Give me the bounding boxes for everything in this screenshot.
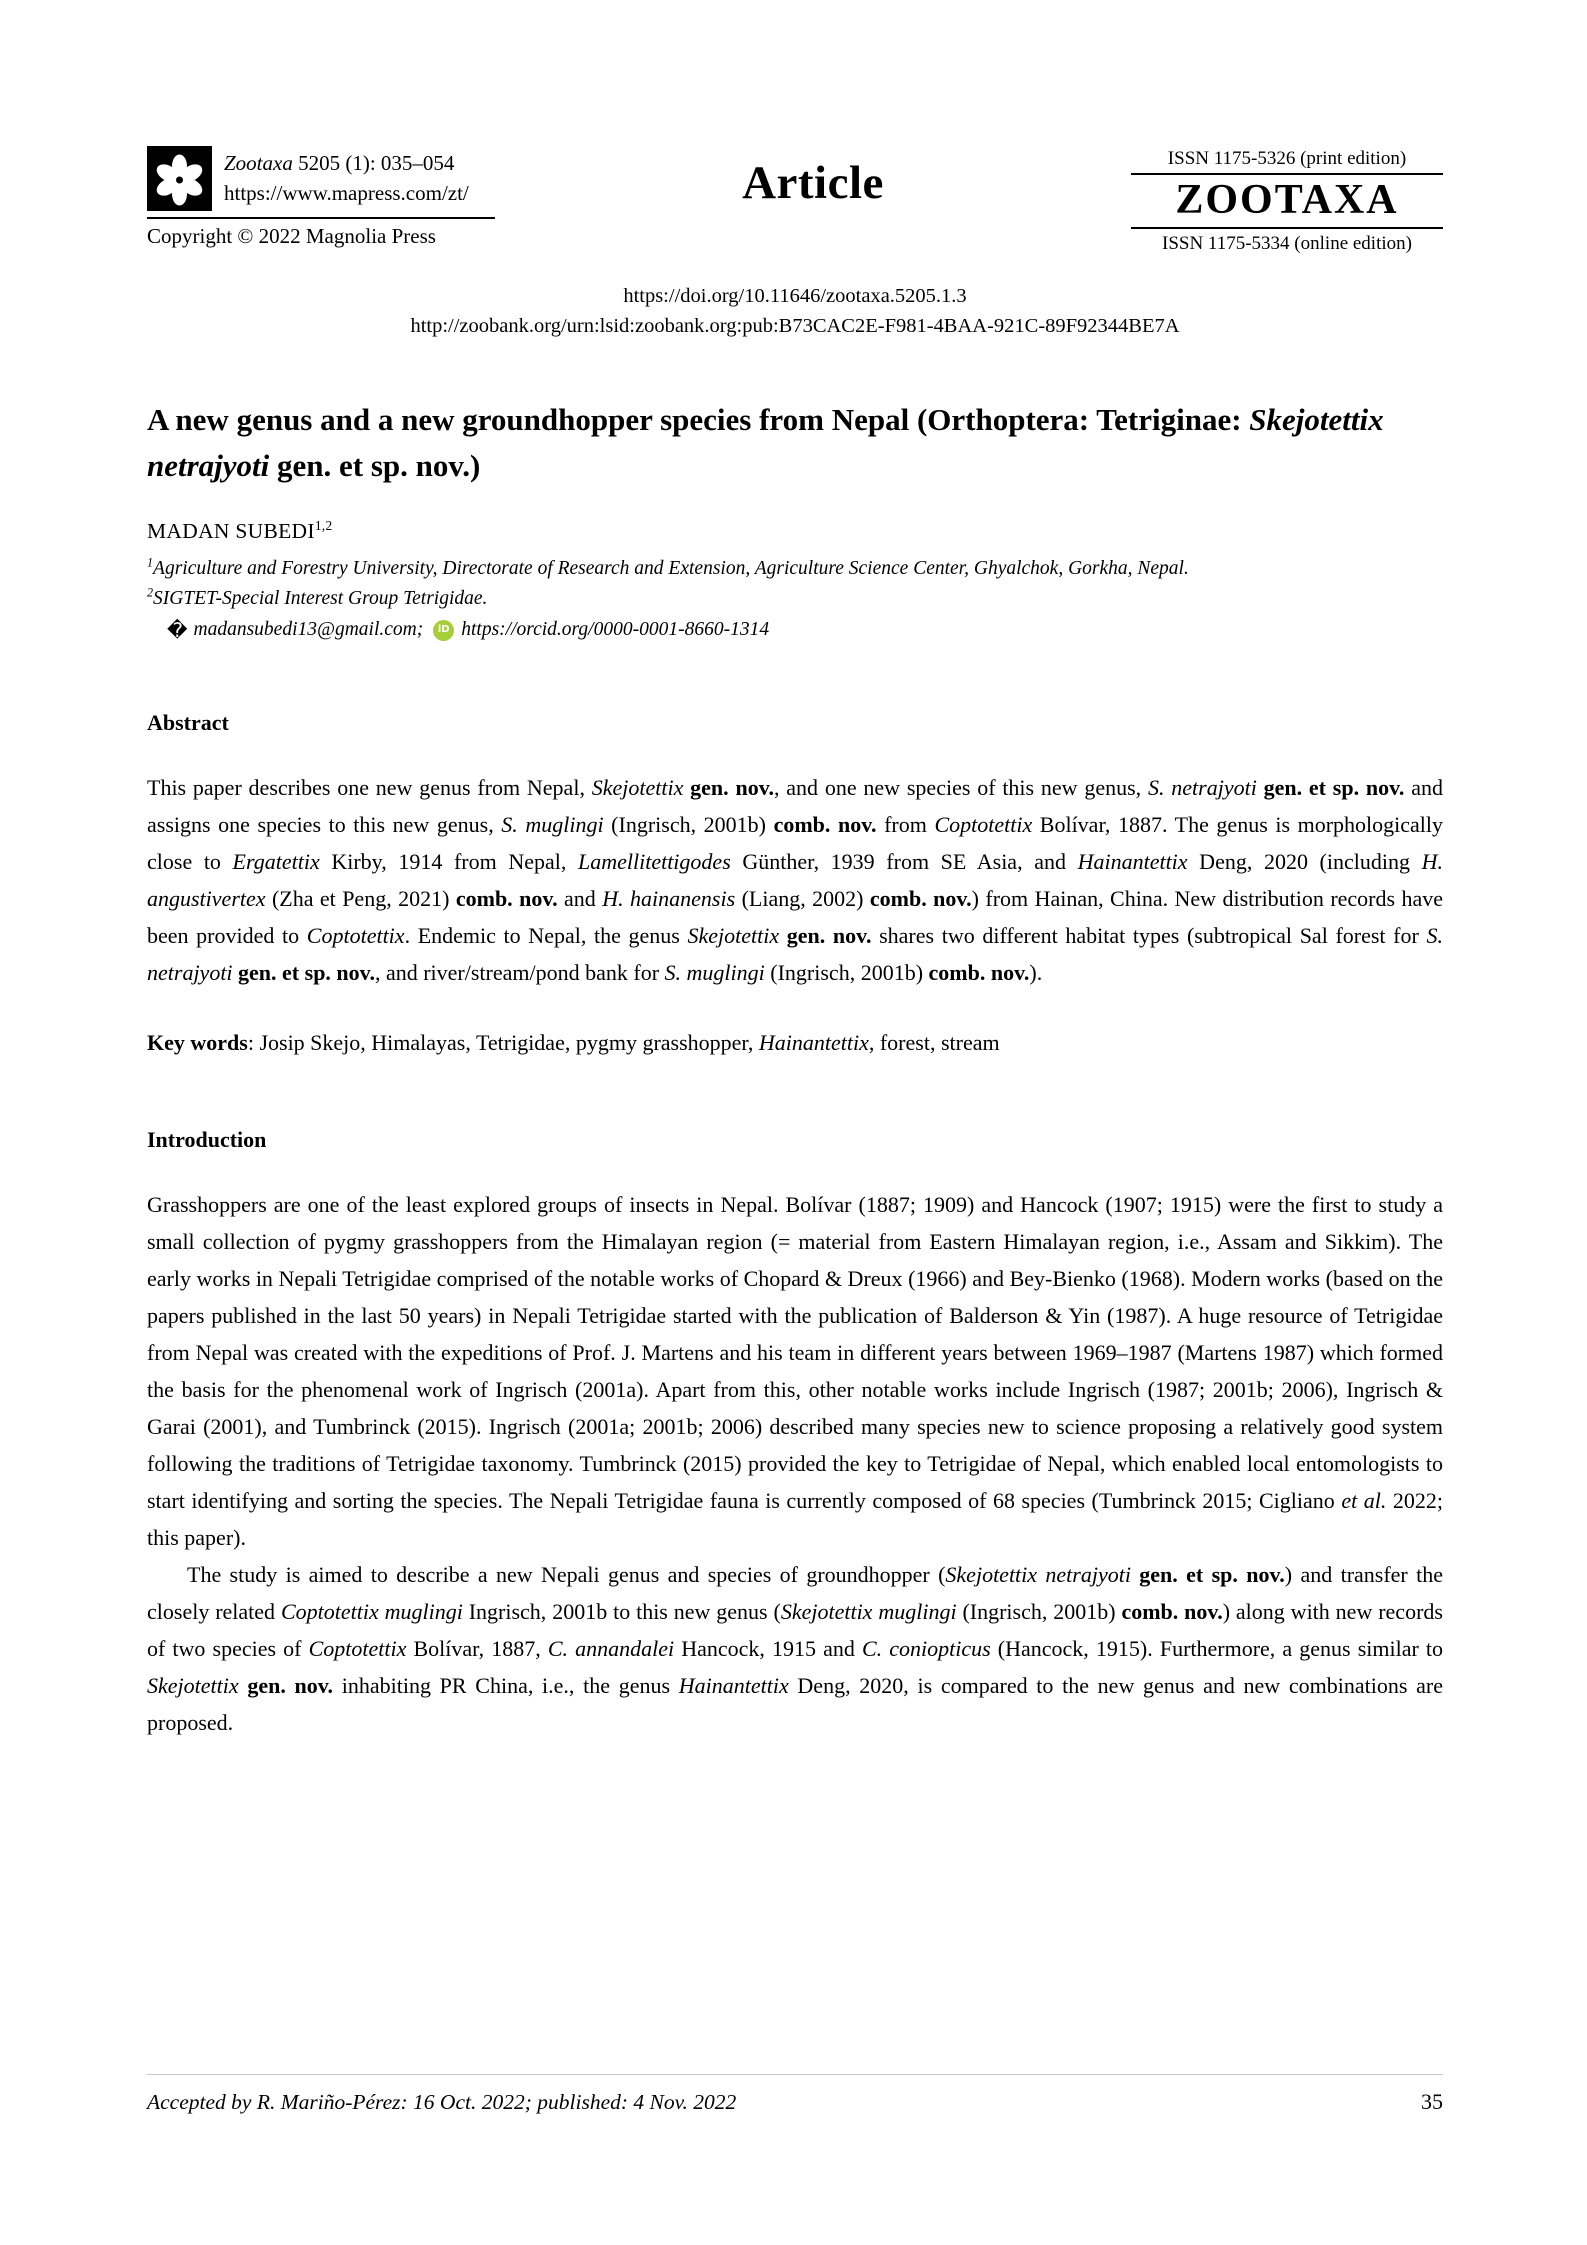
zootaxa-flower-logo-icon: [147, 146, 212, 211]
introduction-paragraph-1: Grasshoppers are one of the least explored groups of insects in Nepal. Bolívar (1887; 1909) and Hancock (1907; 1915) were the first to study a small collection of pygmy grasshoppers from the Himalayan region (= material from Eastern Himalayan region, i.e., Assam and Sikkim). The early works in Nepali Tetrigidae comprised of the notable works of Chopard & Dreux (1966) and Bey-Bienko (1968). Modern works (based on the papers published in the last 50 years) in Nepali Tetrigidae started with the publication of Balderson & Yin (1987). A huge resource of Tetrigidae from Nepal was created with the expeditions of Prof. J. Martens and his team in different years between 1969–1987 (Martens 1987) which formed the basis for the phenomenal work of Ingrisch (2001a). Apart from this, other notable works include Ingrisch (1987; 2001b; 2006), Ingrisch & Garai (2001), and Tumbrinck (2015). Ingrisch (2001a; 2001b; 2006) described many species new to science proposing a relatively good system following the traditions of Tetrigidae taxonomy. Tumbrinck (2015) provided the key to Tetrigidae of Nepal, which enabled local entomologists to start identifying and sorting the species. The Nepali Tetrigidae fauna is currently composed of 68 species (Tumbrinck 2015; Cigliano et al. 2022; this paper).: [147, 1192, 1443, 1550]
page-number: 35: [1421, 2089, 1443, 2114]
zoobank-link[interactable]: http://zoobank.org/urn:lsid:zoobank.org:pub:B73CAC2E-F981-4BAA-921C-89F92344BE7A: [410, 315, 1180, 337]
masthead-left-row: [147, 146, 495, 211]
affiliation-2: $^2$SIGTET-Special Interest Group Tetrigidae.: [147, 585, 488, 609]
contact-line: [147, 614, 1443, 646]
orcid-link[interactable]: https://orcid.org/0000-0001-8660-1314: [461, 619, 770, 640]
page-content: [147, 0, 1443, 1741]
introduction-heading: Introduction: [147, 1127, 267, 1152]
mapress-url-link[interactable]: https://www.mapress.com/zt/: [224, 181, 469, 205]
affiliations: [147, 554, 1443, 646]
affiliation-1: $^1$Agriculture and Forestry University, Directorate of Research and Extension, Agriculture Science Center, Ghyalchok, Gorkha, Nepal.: [147, 555, 1189, 579]
accepted-published-note: Accepted by R. Mariño-Pérez: 16 Oct. 2022; published: 4 Nov. 2022: [147, 2090, 737, 2114]
doi-link[interactable]: https://doi.org/10.11646/zootaxa.5205.1.3: [623, 285, 967, 307]
paper-title: A new genus and a new groundhopper species from Nepal (Orthoptera: Tetriginae: Skejotettix netrajyoti gen. et sp. nov.): [147, 402, 1384, 483]
issn-online-line: ISSN 1175-5334 (online edition): [1162, 233, 1412, 254]
keywords-line: Key words: Josip Skejo, Himalayas, Tetrigidae, pygmy grasshopper, Hainantettix, forest, stream: [147, 1030, 1000, 1055]
masthead-left-lines: [224, 146, 469, 208]
zootaxa-wordmark: ZOOTAXA: [1131, 173, 1443, 229]
email-link[interactable]: madansubedi13@gmail.com;: [193, 619, 424, 640]
journal-volume-line: Zootaxa 5205 (1): 035–054: [224, 151, 455, 175]
introduction-paragraph-2: The study is aimed to describe a new Nepali genus and species of groundhopper (Skejotettix netrajyoti gen. et sp. nov.) and transfer the closely related Coptotettix muglingi Ingrisch, 2001b to this new genus (Skejotettix muglingi (Ingrisch, 2001b) comb. nov.) along with new records of two species of Coptotettix Bolívar, 1887, C. annandalei Hancock, 1915 and C. coniopticus (Hancock, 1915). Furthermore, a genus similar to Skejotettix gen. nov. inhabiting PR China, i.e., the genus Hainantettix Deng, 2020, is compared to the new genus and new combinations are proposed.: [147, 1562, 1444, 1735]
orcid-icon: iD: [433, 620, 454, 641]
identifier-block: [147, 281, 1443, 341]
abstract-heading: Abstract: [147, 710, 229, 735]
author-name: MADAN SUBEDI$^{1,2}$: [147, 517, 333, 543]
copyright-line: Copyright © 2022 Magnolia Press: [147, 224, 436, 248]
abstract-paragraph: This paper describes one new genus from Nepal, Skejotettix gen. nov., and one new species of this new genus, S. netrajyoti gen. et sp. nov. and assigns one species to this new genus, S. muglingi (Ingrisch, 2001b) comb. nov. from Coptotettix Bolívar, 1887. The genus is morphologically close to Ergatettix Kirby, 1914 from Nepal, Lamellitettigodes Günther, 1939 from SE Asia, and Hainantettix Deng, 2020 (including H. angustivertex (Zha et Peng, 2021) comb. nov. and H. hainanensis (Liang, 2002) comb. nov.) from Hainan, China. New distribution records have been provided to Coptotettix. Endemic to Nepal, the genus Skejotettix gen. nov. shares two different habitat types (subtropical Sal forest for S. netrajyoti gen. et sp. nov., and river/stream/pond bank for S. muglingi (Ingrisch, 2001b) comb. nov.).: [147, 775, 1444, 985]
footer-rule: [147, 2074, 1443, 2075]
footer-row: [147, 2089, 1443, 2115]
masthead-left-rule: [147, 217, 495, 219]
masthead: [147, 146, 1443, 257]
article-type-label: Article: [742, 157, 884, 209]
masthead-left: [147, 146, 495, 251]
email-icon: �: [167, 618, 188, 642]
page-footer: [147, 2074, 1443, 2115]
issn-print-line: ISSN 1175-5326 (print edition): [1167, 148, 1407, 169]
masthead-right: [1131, 146, 1443, 257]
